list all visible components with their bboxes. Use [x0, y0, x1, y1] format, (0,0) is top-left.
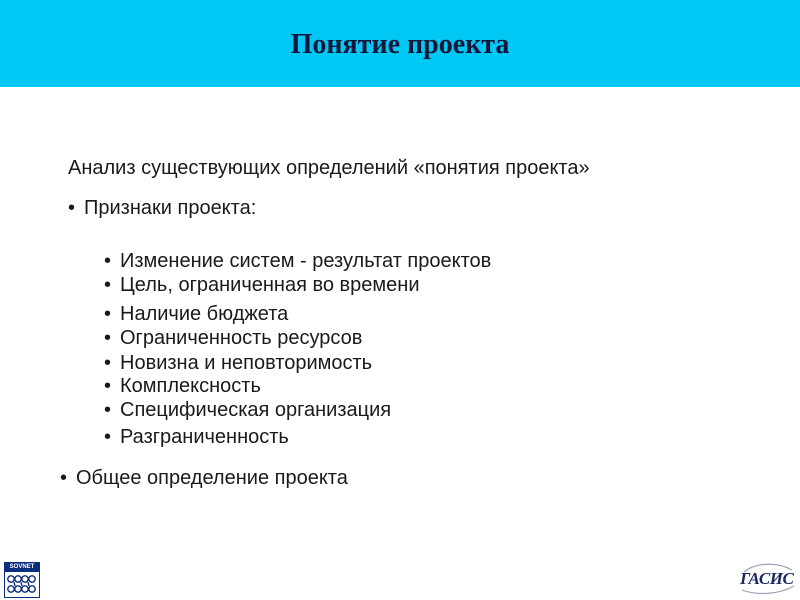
list-item-text: Специфическая организация — [120, 399, 392, 421]
sovnet-logo — [4, 562, 40, 598]
list-item — [104, 326, 362, 350]
list-item — [104, 374, 261, 398]
section-general-definition — [60, 466, 348, 490]
slide-title: Понятие проекта — [290, 28, 510, 60]
section-general-label: Общее определение проекта — [76, 467, 348, 489]
list-item-text: Наличие бюджета — [120, 303, 289, 325]
list-item — [104, 398, 391, 422]
list-item — [104, 351, 372, 375]
title-bar — [0, 0, 800, 87]
list-item-text: Комплексность — [120, 375, 261, 397]
gasis-logo — [738, 560, 796, 596]
sovnet-chain-icon — [5, 572, 39, 597]
list-item-text: Новизна и неповторимость — [120, 352, 373, 374]
list-item — [104, 425, 289, 449]
section-features-label: Признаки проекта: — [84, 197, 257, 219]
section-features-heading — [68, 196, 256, 220]
sovnet-logo-text: SOVNET — [5, 563, 39, 572]
list-item — [104, 249, 491, 273]
gasis-logo-text: ГАСИС — [740, 569, 794, 588]
list-item-text: Изменение систем - результат проектов — [120, 250, 492, 272]
list-item — [104, 273, 420, 297]
intro-text: Анализ существующих определений «понятия проекта» — [68, 157, 590, 179]
list-item-text: Ограниченность ресурсов — [120, 327, 363, 349]
list-item — [104, 302, 288, 326]
list-item-text: Цель, ограниченная во времени — [120, 274, 420, 296]
list-item-text: Разграниченность — [120, 426, 289, 448]
